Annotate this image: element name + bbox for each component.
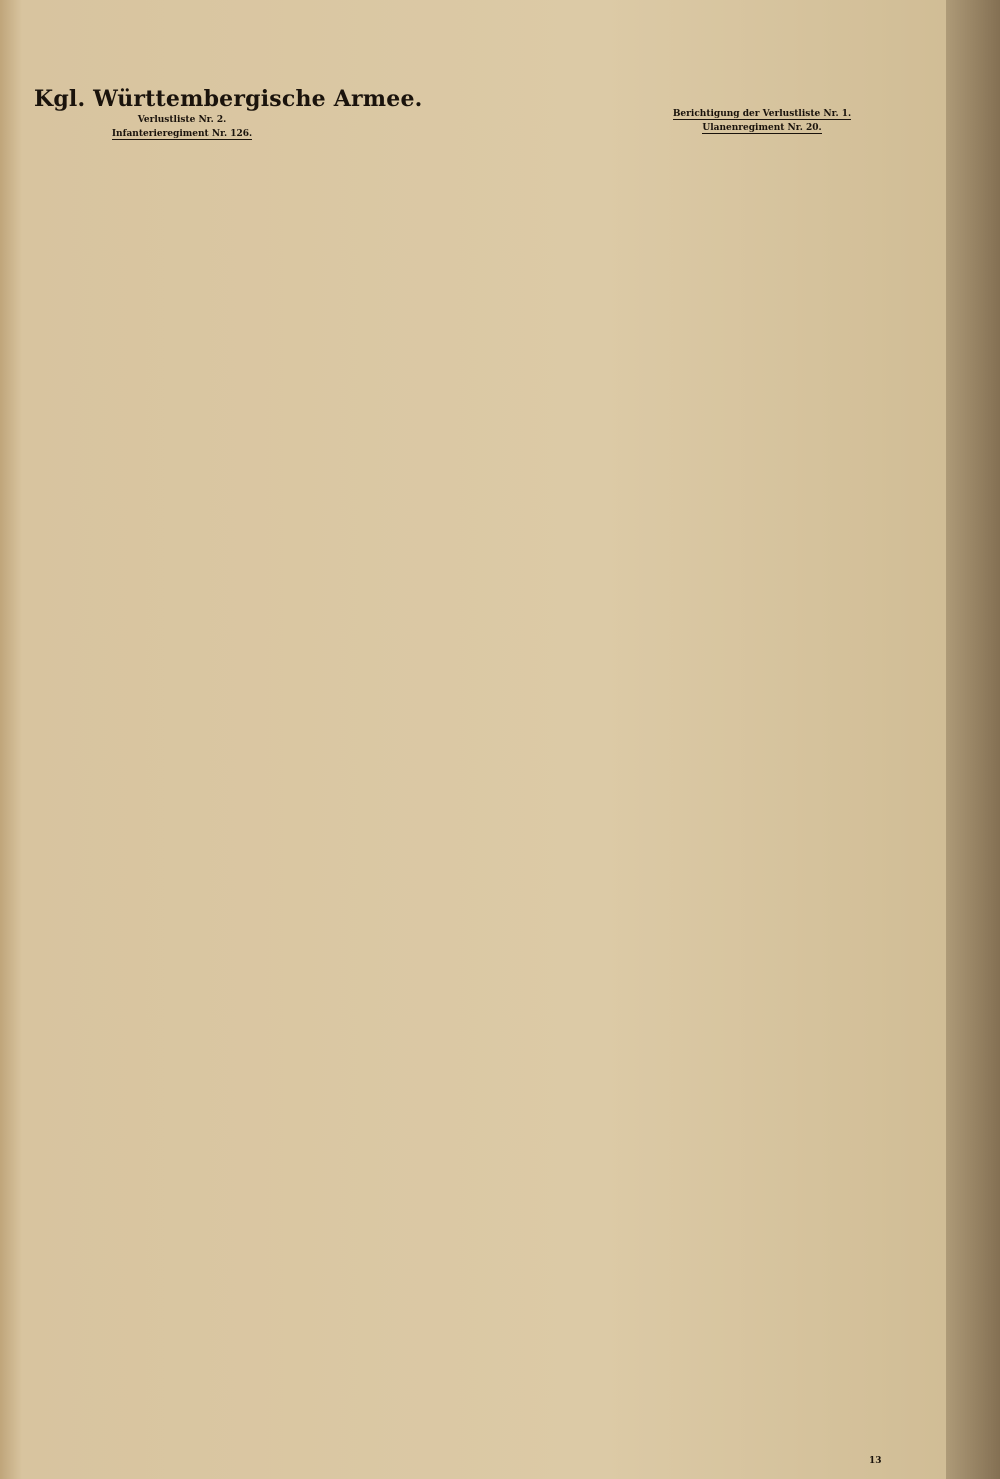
text-column-3 — [626, 86, 898, 155]
masthead-title: Kgl. Württembergische Armee. — [34, 86, 423, 112]
casualty-list-text — [626, 86, 898, 106]
correction-text — [626, 135, 898, 155]
casualty-list-text — [336, 86, 620, 106]
text-column-1 — [34, 86, 423, 165]
page-edge-shadow — [946, 0, 1000, 1479]
text-column-2 — [336, 86, 620, 106]
casualty-list-title: Verlustliste Nr. 2. — [137, 115, 227, 125]
unit-title-infantry-126: Infanterieregiment Nr. 126. — [111, 129, 253, 139]
unit-title-ulans-20: Ulanenregiment Nr. 20. — [702, 123, 822, 133]
casualty-list-text — [34, 145, 330, 165]
page-number: 13 — [869, 1456, 882, 1466]
correction-title: Berichtigung der Verlustliste Nr. 1. — [672, 109, 852, 119]
